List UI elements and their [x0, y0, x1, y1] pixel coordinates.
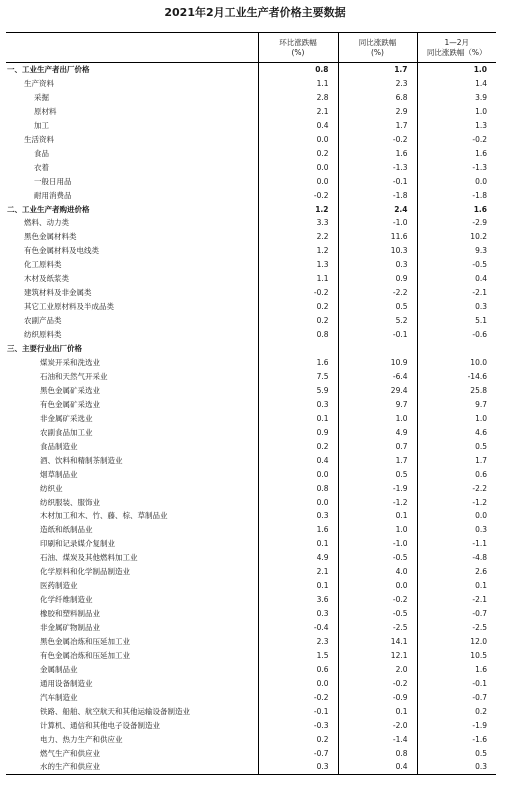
cell-mom: 0.3 [258, 397, 338, 411]
cell-ytd: 25.8 [417, 383, 496, 397]
cell-mom: 0.1 [258, 579, 338, 593]
row-label: 橡胶和塑料制品业 [40, 609, 100, 619]
row-label: 食品 [34, 148, 49, 158]
table-row [6, 132, 496, 146]
cell-ytd: -1.2 [417, 495, 496, 509]
table-row [6, 146, 496, 160]
table-row [6, 439, 496, 453]
table-row [6, 523, 496, 537]
table-row [6, 258, 496, 272]
row-label: 石油和天然气开采业 [40, 371, 108, 381]
cell-yoy: 4.0 [338, 565, 417, 579]
row-label: 有色金属矿采选业 [40, 399, 100, 409]
cell-yoy [338, 342, 417, 356]
cell-mom: 0.9 [258, 425, 338, 439]
cell-yoy: 4.9 [338, 425, 417, 439]
cell-ytd: 1.0 [417, 104, 496, 118]
cell-ytd: 1.7 [417, 453, 496, 467]
cell-ytd [417, 342, 496, 356]
row-label: 木材加工和木、竹、藤、棕、草制品业 [40, 511, 168, 521]
cell-mom: 3.6 [258, 593, 338, 607]
cell-yoy: -1.3 [338, 160, 417, 174]
cell-yoy: 11.6 [338, 230, 417, 244]
cell-mom: 0.3 [258, 760, 338, 774]
cell-ytd: 0.3 [417, 523, 496, 537]
cell-yoy: -0.1 [338, 328, 417, 342]
table-row [6, 76, 496, 90]
cell-mom: 0.0 [258, 676, 338, 690]
cell-ytd: 9.3 [417, 244, 496, 258]
header-ytd [417, 33, 496, 63]
cell-yoy: 10.9 [338, 356, 417, 370]
cell-ytd: -1.9 [417, 718, 496, 732]
table-title: 2021年2月工业生产者价格主要数据 [164, 6, 346, 19]
cell-ytd: -0.2 [417, 132, 496, 146]
table-row [6, 467, 496, 481]
cell-yoy: 0.0 [338, 579, 417, 593]
table-row [6, 453, 496, 467]
cell-yoy: 9.7 [338, 397, 417, 411]
row-label: 加工 [34, 120, 49, 130]
cell-mom: 0.8 [258, 328, 338, 342]
cell-yoy: 6.8 [338, 90, 417, 104]
row-label: 木材及纸浆类 [24, 274, 69, 284]
row-label: 水的生产和供应业 [6, 760, 258, 774]
cell-yoy: 2.0 [338, 662, 417, 676]
cell-yoy: 10.3 [338, 244, 417, 258]
row-label: 黑色金属材料类 [24, 232, 77, 242]
cell-mom: 1.2 [258, 244, 338, 258]
cell-mom: 0.8 [258, 63, 338, 77]
cell-ytd: 1.6 [417, 146, 496, 160]
table-row [6, 202, 496, 216]
cell-mom: 0.6 [258, 662, 338, 676]
cell-yoy: -1.8 [338, 188, 417, 202]
row-label: 造纸和纸制品业 [40, 525, 93, 535]
cell-mom: 0.8 [258, 481, 338, 495]
row-label: 化学原料和化学制品制造业 [40, 567, 130, 577]
cell-yoy: 1.7 [338, 118, 417, 132]
row-label: 汽车制造业 [40, 692, 78, 702]
cell-yoy: -0.2 [338, 593, 417, 607]
cell-ytd: 0.3 [417, 300, 496, 314]
row-label: 生产资料 [24, 78, 54, 88]
table-body [6, 63, 496, 775]
cell-mom: 0.3 [258, 607, 338, 621]
cell-yoy: 0.1 [338, 509, 417, 523]
cell-mom: 1.3 [258, 258, 338, 272]
header-yoy [338, 33, 417, 63]
cell-ytd: -2.9 [417, 216, 496, 230]
cell-ytd: -2.2 [417, 481, 496, 495]
cell-yoy: 14.1 [338, 635, 417, 649]
cell-ytd: 1.0 [417, 411, 496, 425]
cell-mom: 0.0 [258, 467, 338, 481]
table-row [6, 411, 496, 425]
table-row [6, 607, 496, 621]
cell-mom: 0.1 [258, 411, 338, 425]
cell-yoy: 0.7 [338, 439, 417, 453]
row-label: 石油、煤炭及其他燃料加工业 [40, 553, 138, 563]
row-label: 非金属矿物制品业 [40, 623, 100, 633]
header-mom [258, 33, 338, 63]
header-mom-line1: 环比涨跌幅 [279, 37, 317, 47]
cell-yoy: 0.1 [338, 704, 417, 718]
cell-mom: 4.9 [258, 551, 338, 565]
cell-mom: 0.0 [258, 132, 338, 146]
table-row [6, 509, 496, 523]
cell-yoy: -6.4 [338, 369, 417, 383]
row-label: 燃气生产和供应业 [40, 748, 100, 758]
table-row [6, 649, 496, 663]
cell-ytd: 0.5 [417, 439, 496, 453]
cell-ytd: -2.5 [417, 621, 496, 635]
cell-ytd: -0.6 [417, 328, 496, 342]
row-label: 煤炭开采和洗选业 [40, 357, 100, 367]
table-row [6, 356, 496, 370]
cell-ytd: 4.6 [417, 425, 496, 439]
table-row [6, 537, 496, 551]
table-header-row [6, 33, 496, 63]
row-label: 农副食品加工业 [40, 427, 93, 437]
table-row [6, 495, 496, 509]
cell-ytd: 10.0 [417, 356, 496, 370]
cell-yoy: 5.2 [338, 314, 417, 328]
row-label: 原材料 [34, 106, 57, 116]
table-row [6, 272, 496, 286]
cell-mom: 0.2 [258, 732, 338, 746]
cell-mom: 0.2 [258, 300, 338, 314]
cell-yoy: 0.8 [338, 746, 417, 760]
cell-yoy: 2.9 [338, 104, 417, 118]
cell-mom: 0.2 [258, 439, 338, 453]
table-row [6, 342, 496, 356]
cell-mom: -0.7 [258, 746, 338, 760]
price-data-table [6, 32, 496, 775]
cell-yoy: -1.0 [338, 537, 417, 551]
cell-ytd: 0.4 [417, 272, 496, 286]
cell-yoy: 1.6 [338, 146, 417, 160]
cell-yoy: 2.4 [338, 202, 417, 216]
table-row [6, 328, 496, 342]
row-label: 有色金属冶炼和压延加工业 [40, 651, 130, 660]
cell-yoy: 1.7 [338, 63, 417, 77]
header-indicator [6, 33, 258, 63]
cell-mom: -0.2 [258, 286, 338, 300]
cell-ytd: -2.1 [417, 593, 496, 607]
row-label: 其它工业原材料及半成品类 [24, 302, 114, 312]
cell-mom: 0.0 [258, 174, 338, 188]
row-label: 通用设备制造业 [40, 678, 93, 688]
cell-ytd: -2.1 [417, 286, 496, 300]
cell-ytd: -1.3 [417, 160, 496, 174]
cell-ytd: 0.6 [417, 467, 496, 481]
cell-ytd: 0.5 [417, 746, 496, 760]
cell-ytd: 3.9 [417, 90, 496, 104]
cell-yoy: -1.4 [338, 732, 417, 746]
cell-ytd: -4.8 [417, 551, 496, 565]
table-row [6, 286, 496, 300]
cell-yoy: -1.0 [338, 216, 417, 230]
cell-yoy: -1.9 [338, 481, 417, 495]
cell-yoy: 1.7 [338, 453, 417, 467]
cell-mom: 2.1 [258, 565, 338, 579]
row-label: 纺织业 [40, 483, 63, 493]
cell-yoy: 2.3 [338, 76, 417, 90]
cell-yoy: -2.5 [338, 621, 417, 635]
row-label: 一般日用品 [34, 176, 72, 186]
cell-mom: 0.1 [258, 537, 338, 551]
cell-mom: 1.1 [258, 272, 338, 286]
cell-mom: 3.3 [258, 216, 338, 230]
cell-mom: 2.3 [258, 635, 338, 649]
header-yoy-line1: 同比涨跌幅 [358, 37, 397, 47]
cell-mom: -0.4 [258, 621, 338, 635]
cell-mom: 2.8 [258, 90, 338, 104]
cell-ytd: 0.2 [417, 704, 496, 718]
row-label: 非金属矿采选业 [40, 413, 93, 423]
row-label: 黑色金属冶炼和压延加工业 [40, 637, 130, 647]
table-row [6, 90, 496, 104]
cell-yoy: 1.0 [338, 523, 417, 537]
cell-ytd: 1.3 [417, 118, 496, 132]
table-row [6, 104, 496, 118]
cell-mom: 0.4 [258, 118, 338, 132]
cell-mom: 0.2 [258, 314, 338, 328]
row-label: 生活资料 [24, 134, 54, 144]
row-label: 印刷和记录媒介复制业 [40, 539, 115, 549]
cell-yoy: -0.2 [338, 132, 417, 146]
table-row [6, 718, 496, 732]
cell-ytd: 1.4 [417, 76, 496, 90]
cell-mom: -0.1 [258, 704, 338, 718]
cell-ytd: 1.6 [417, 662, 496, 676]
cell-yoy: 0.5 [338, 300, 417, 314]
header-ytd-line1: 1—2月 [444, 37, 470, 47]
cell-yoy: 0.3 [338, 258, 417, 272]
cell-ytd: -1.8 [417, 188, 496, 202]
cell-yoy: 1.0 [338, 411, 417, 425]
row-label: 电力、热力生产和供应业 [40, 734, 123, 744]
cell-mom: 1.5 [258, 649, 338, 663]
row-label: 化工原料类 [24, 260, 62, 270]
row-label: 建筑材料及非金属类 [24, 288, 92, 298]
cell-yoy: -2.0 [338, 718, 417, 732]
table-row [6, 160, 496, 174]
table-row [6, 300, 496, 314]
row-label: 耐用消费品 [34, 190, 72, 200]
cell-yoy: 0.5 [338, 467, 417, 481]
table-row [6, 397, 496, 411]
header-ytd-line2: 同比涨跌幅（%） [426, 47, 487, 57]
cell-mom: 0.0 [258, 495, 338, 509]
cell-mom: 1.2 [258, 202, 338, 216]
table-row [6, 565, 496, 579]
row-label: 农副产品类 [24, 316, 62, 326]
row-label: 铁路、船舶、航空航天和其他运输设备制造业 [40, 706, 190, 716]
row-label: 计算机、通信和其他电子设备制造业 [40, 720, 160, 730]
cell-ytd: 0.0 [417, 174, 496, 188]
row-label: 酒、饮料和精制茶制造业 [40, 455, 123, 465]
row-label: 衣着 [34, 162, 49, 172]
cell-yoy: 0.9 [338, 272, 417, 286]
cell-mom: 1.6 [258, 356, 338, 370]
row-label: 燃料、动力类 [24, 218, 69, 228]
cell-ytd: -1.6 [417, 732, 496, 746]
table-row [6, 314, 496, 328]
cell-yoy: 12.1 [338, 649, 417, 663]
cell-ytd: 10.2 [417, 230, 496, 244]
cell-ytd: 12.0 [417, 635, 496, 649]
cell-ytd: 10.5 [417, 649, 496, 663]
cell-ytd: -0.1 [417, 676, 496, 690]
cell-mom: 0.2 [258, 146, 338, 160]
cell-ytd: 5.1 [417, 314, 496, 328]
cell-ytd: 0.1 [417, 579, 496, 593]
cell-ytd: 0.3 [417, 760, 496, 774]
cell-mom: 7.5 [258, 369, 338, 383]
row-label: 化学纤维制造业 [40, 595, 93, 605]
cell-yoy: 0.4 [338, 760, 417, 774]
cell-ytd: -1.1 [417, 537, 496, 551]
table-row [6, 551, 496, 565]
cell-mom: 1.1 [258, 76, 338, 90]
cell-yoy: -2.2 [338, 286, 417, 300]
cell-ytd: 2.6 [417, 565, 496, 579]
header-yoy-line2: (%) [371, 47, 384, 57]
row-label: 纺织原料类 [24, 330, 62, 340]
cell-yoy: -0.1 [338, 174, 417, 188]
table-row [6, 760, 496, 774]
cell-mom: -0.3 [258, 718, 338, 732]
cell-mom: 2.1 [258, 104, 338, 118]
row-label: 食品制造业 [40, 441, 78, 451]
cell-ytd: 1.0 [417, 63, 496, 77]
table-row [6, 481, 496, 495]
cell-yoy: -0.2 [338, 676, 417, 690]
cell-mom: -0.2 [258, 188, 338, 202]
table-row [6, 621, 496, 635]
cell-mom: 5.9 [258, 383, 338, 397]
table-row [6, 662, 496, 676]
cell-mom: 2.2 [258, 230, 338, 244]
row-label: 有色金属材料及电线类 [24, 246, 99, 256]
cell-yoy: -1.2 [338, 495, 417, 509]
table-row [6, 118, 496, 132]
table-row [6, 63, 496, 77]
table-row [6, 369, 496, 383]
table-row [6, 676, 496, 690]
cell-mom: 0.3 [258, 509, 338, 523]
cell-yoy: -0.5 [338, 607, 417, 621]
table-row [6, 216, 496, 230]
table-row [6, 635, 496, 649]
cell-yoy: -0.5 [338, 551, 417, 565]
row-label: 三、主要行业出厂价格 [7, 344, 82, 354]
cell-mom: 0.4 [258, 453, 338, 467]
row-label: 采掘 [34, 92, 49, 102]
table-row [6, 174, 496, 188]
table-row [6, 230, 496, 244]
table-row [6, 732, 496, 746]
cell-ytd: -14.6 [417, 369, 496, 383]
row-label: 一、工业生产者出厂价格 [7, 65, 90, 75]
table-row [6, 704, 496, 718]
cell-mom [258, 342, 338, 356]
row-label: 烟草制品业 [40, 469, 78, 479]
cell-mom: 1.6 [258, 523, 338, 537]
cell-ytd: 9.7 [417, 397, 496, 411]
cell-mom: -0.2 [258, 690, 338, 704]
row-label: 金属制品业 [40, 664, 78, 674]
cell-ytd: -0.7 [417, 607, 496, 621]
header-mom-line2: (%) [291, 47, 305, 57]
table-row [6, 690, 496, 704]
cell-yoy: -0.9 [338, 690, 417, 704]
cell-ytd: 0.0 [417, 509, 496, 523]
table-row [6, 425, 496, 439]
cell-ytd: 1.6 [417, 202, 496, 216]
cell-ytd: -0.5 [417, 258, 496, 272]
row-label: 二、工业生产者购进价格 [7, 204, 90, 214]
table-row [6, 593, 496, 607]
table-row [6, 746, 496, 760]
row-label: 黑色金属矿采选业 [40, 385, 100, 395]
table-row [6, 383, 496, 397]
cell-mom: 0.0 [258, 160, 338, 174]
table-row [6, 579, 496, 593]
row-label: 纺织服装、服饰业 [40, 497, 100, 507]
table-row [6, 244, 496, 258]
cell-yoy: 29.4 [338, 383, 417, 397]
cell-ytd: -0.7 [417, 690, 496, 704]
row-label: 医药制造业 [40, 581, 78, 591]
table-row [6, 188, 496, 202]
